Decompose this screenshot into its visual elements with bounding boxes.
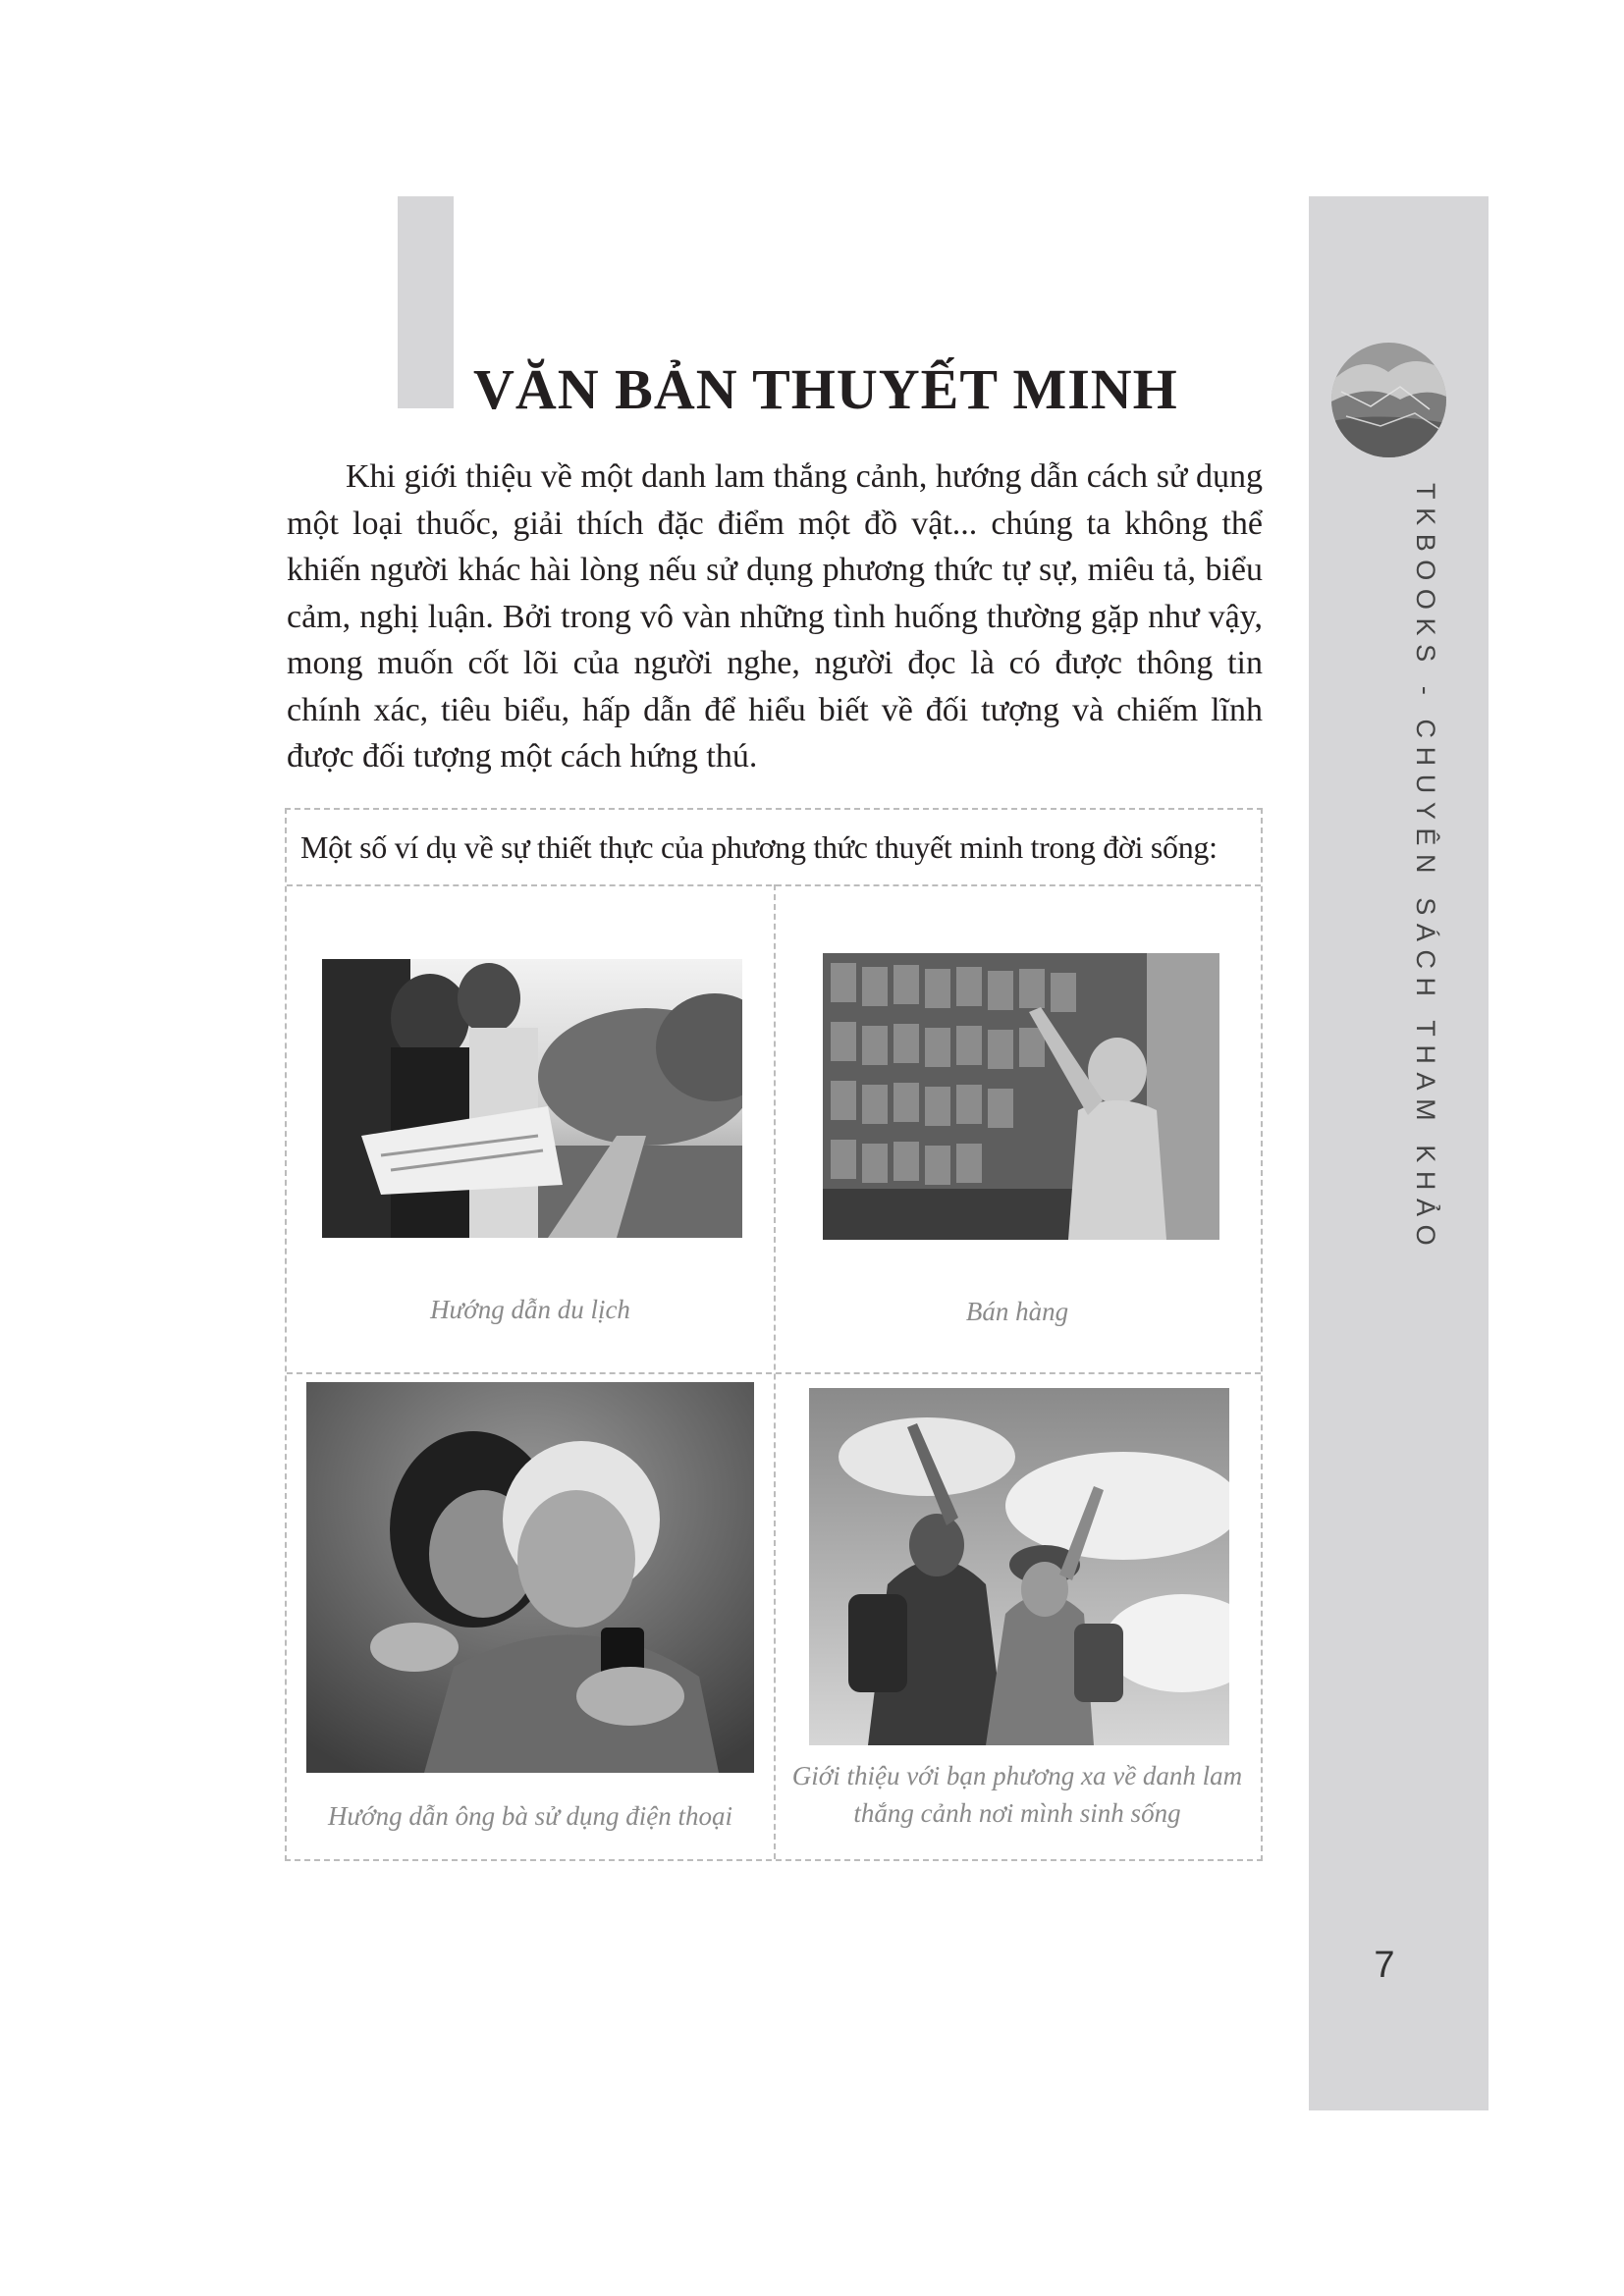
intro-paragraph: Khi giới thiệu về một danh lam thắng cảnh, hướng dẫn cách sử dụng một loại thuốc, giải thích đặc điểm một đồ vật... chúng ta không thể khiến người khác hài lòng nếu sử dụng phương thức tự sự, miêu tả, biểu cảm, nghị luận. Bởi trong vô vàn những tình huống thường gặp như vậy, mong muốn cốt lõi của người nghe, người đọc là có được thông tin chính xác, tiêu biểu, hấp dẫn để hiểu biết về đối tượng và chiếm lĩnh được đối tượng một cách hứng thú.: [287, 458, 1263, 774]
examples-box: [285, 808, 1263, 1861]
examples-heading: Một số ví dụ về sự thiết thực của phương thức thuyết minh trong đời sống:: [300, 829, 1218, 865]
caption-introduce-landscape: [774, 1757, 1261, 1832]
side-tab-label: TKBOOKS - CHUYÊN SÁCH THAM KHẢO: [1411, 483, 1440, 1255]
grandmother-phone-photo: [306, 1382, 754, 1773]
caption-line: thắng cảnh nơi mình sinh sống: [853, 1798, 1181, 1828]
landscape-logo-icon: [1331, 343, 1446, 457]
grid-line: [774, 884, 776, 1859]
title-accent-bar: [398, 196, 454, 408]
hikers-pointing-photo: [809, 1388, 1229, 1745]
shop-seller-photo: [823, 953, 1219, 1240]
page-number: 7: [1374, 1945, 1395, 1986]
tourists-with-map-photo: [322, 959, 742, 1238]
side-tab: [1309, 196, 1489, 2110]
caption-sales: Bán hàng: [965, 1297, 1069, 1326]
page-title: VĂN BẢN THUYẾT MINH: [473, 357, 1178, 421]
caption-grandparents-phone: Hướng dẫn ông bà sử dụng điện thoại: [327, 1801, 733, 1831]
caption-travel-guide: Hướng dẫn du lịch: [430, 1295, 630, 1324]
caption-line: Giới thiệu với bạn phương xa về danh lam: [791, 1761, 1243, 1790]
